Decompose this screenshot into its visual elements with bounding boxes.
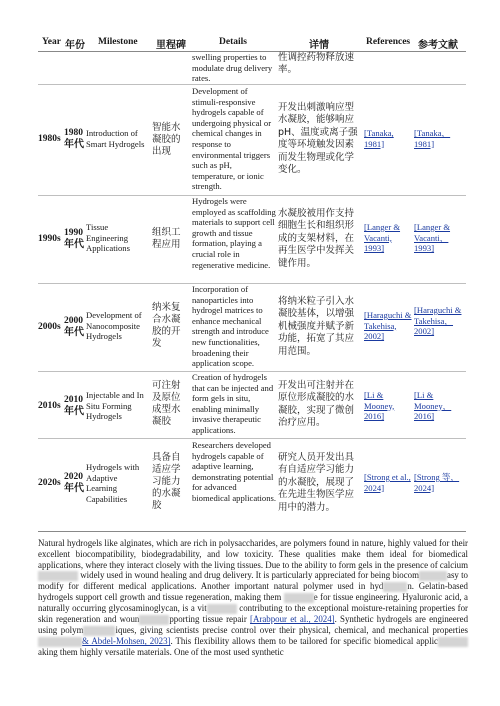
year-zh: 2000 年代	[64, 316, 84, 338]
year-zh: 1980 年代	[64, 128, 84, 150]
row-divider	[38, 84, 466, 85]
details-en: swelling properties to modulate drug delivery rates.	[192, 52, 273, 84]
details-zh: 开发出刺激响应型水凝胶，能够响应pH、温度或离子强度等环境触发因素而发生物理或化学变化。	[278, 102, 358, 176]
reference-link-zh[interactable]: [Haraguchi & Takehisa，2002]	[414, 305, 462, 337]
milestone-en: Development of Nanocomposite Hydrogels	[86, 310, 142, 342]
redaction-block	[438, 637, 468, 647]
details-en: Researchers developed hydrogels capable of adaptive learning, demonstrating potential for advanced biomedical applications.	[192, 440, 277, 503]
reference-link-en[interactable]: [Li & Mooney, 2016]	[364, 390, 395, 422]
milestone-en: Injectable and In Situ Forming Hydrogels	[86, 390, 144, 422]
details-en: Creation of hydrogels that can be injected and form gels in situ, enabling minimally invasive therapeutic applications.	[192, 372, 274, 435]
citation-link[interactable]: [Arabpour et al., 2024]	[250, 614, 335, 625]
table-bottom-rule	[38, 531, 466, 532]
header-details-zh: 详情	[309, 40, 329, 51]
row-divider	[38, 438, 466, 439]
milestone-zh: 纳米复合水凝胶的开发	[152, 302, 181, 349]
year-en: 1990s	[38, 234, 61, 244]
milestone-en: Introduction of Smart Hydrogels	[86, 128, 145, 149]
reference-link-zh[interactable]: [Strong 等，2024]	[414, 472, 460, 493]
reference-link-en[interactable]: [Langer & Vacanti, 1993]	[364, 222, 401, 254]
redaction-block	[38, 571, 78, 581]
reference-link-en[interactable]: [Strong et al., 2024]	[364, 472, 411, 493]
details-zh: 开发出可注射并在原位形成凝胶的水凝胶，实现了微创治疗应用。	[278, 380, 355, 429]
details-zh: 研究人员开发出具有自适应学习能力的水凝胶，展现了在先进生物医学应用中的潜力。	[278, 452, 355, 513]
header-references-zh: 参考文献	[418, 40, 458, 51]
year-zh: 1990 年代	[64, 228, 84, 250]
body-paragraph: Natural hydrogels like alginates, which are rich in polysaccharides, are polymers found in nature, highly valued for their excellent biocompatibility, biodegradability, and low toxicity. These qualities make them ideal for biomedical applications, where they interact closely with the living tissues. Due to the ability to form gels in the presence of calcium widely used in wound healing and drug delivery. It is particularly appreciated for being biocom asy to modify for different medical applications. Another important natural polymer used in hyd n. Gelatin-based hydrogels support cell growth and tissue regeneration, making them e for tissue engineering. Hyaluronic acid, a naturally occurring glycosaminoglycan, is a vit contributing to the exceptional moisture-retaining properties for skin regeneration and woun pporting tissue repair [Arabpour et al., 2024]. Synthetic hydrogels are engineered using polym iques, giving scientists precise control over their physical, chemical, and mechanical properties & Abdel-Mohsen, 2023]. This flexibility allows them to be tailored for specific biomedical applicaking them highly versatile materials. One of the most used synthetic	[38, 538, 469, 658]
reference-link-zh[interactable]: [Langer & Vacanti，1993]	[414, 222, 451, 254]
header-details-en: Details	[219, 37, 247, 47]
header-references-en: References	[366, 37, 411, 47]
header-milestone-zh: 里程碑	[156, 40, 186, 51]
year-zh: 2020 年代	[64, 472, 84, 494]
year-zh: 2010 年代	[64, 395, 84, 417]
redaction-block	[38, 637, 82, 647]
reference-link-zh[interactable]: [Tanaka，1981]	[414, 128, 451, 149]
reference-link-en[interactable]: [Haraguchi & Takehisa, 2002]	[364, 310, 412, 342]
year-en: 2000s	[38, 322, 61, 332]
milestone-zh: 具备自适应学习能力的水凝胶	[152, 452, 181, 511]
header-milestone-en: Milestone	[98, 37, 138, 47]
milestone-zh: 可注射及原位成型水凝胶	[152, 380, 181, 427]
milestone-en: Hydrogels with Adaptive Learning Capabilities	[86, 462, 140, 504]
details-en: Hydrogels were employed as scaffolding materials to support cell growth and tissue formation, playing a crucial role in regenerative medicine.	[192, 196, 276, 270]
year-en: 1980s	[38, 134, 61, 144]
redaction-block	[207, 604, 237, 614]
year-en: 2020s	[38, 478, 61, 488]
milestone-zh: 组织工程应用	[152, 227, 181, 250]
redaction-block	[383, 582, 407, 592]
redaction-block	[139, 615, 169, 625]
year-en: 2010s	[38, 401, 61, 411]
redaction-block	[83, 626, 115, 636]
details-en: Incorporation of nanoparticles into hydrogel matrices to enhance mechanical strength and introduce new functionalities, broadening their application scope.	[192, 284, 269, 369]
milestone-en: Tissue Engineering Applications	[86, 222, 130, 254]
header-year-zh: 年份	[65, 40, 85, 51]
reference-link-en[interactable]: [Tanaka, 1981]	[364, 128, 394, 149]
details-zh: 性调控药物释放速率。	[278, 52, 355, 76]
table-header	[0, 32, 500, 52]
reference-link-zh[interactable]: [Li & Mooney，2016]	[414, 390, 452, 422]
milestone-zh: 智能水凝胶的出现	[152, 122, 181, 157]
details-zh: 将纳米粒子引入水凝胶基体，以增强机械强度并赋予新功能，拓宽了其应用范围。	[278, 296, 355, 357]
header-year-en: Year	[42, 37, 61, 47]
redaction-block	[419, 571, 447, 581]
details-en: Development of stimuli-responsive hydrogels capable of undergoing physical or chemical changes in response to environmental triggers such as pH, temperature, or ionic strength.	[192, 86, 272, 192]
citation-link[interactable]: & Abdel-Mohsen, 2023]	[82, 636, 171, 647]
details-zh: 水凝胶被用作支持细胞生长和组织形成的支架材料，在再生医学中发挥关键作用。	[278, 208, 355, 269]
redaction-block	[284, 593, 314, 603]
